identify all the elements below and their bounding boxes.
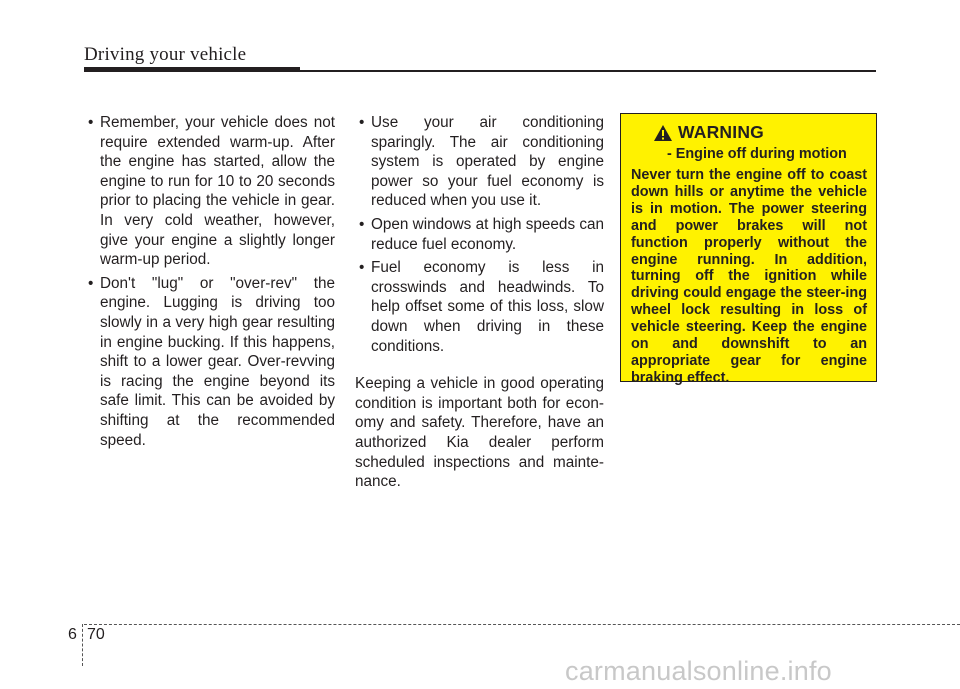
bullet-list-1: [84, 113, 335, 450]
list-item: [355, 113, 604, 211]
list-item-text: Don't "lug" or "over-rev" the engine. Lugging is driving too slowly in a very high gear resulting in engine bucking. If this happens, shift to a lower gear. Over-revving is racing the engine beyond its safe limit. This can be avoided by shifting at the recommended speed.: [100, 274, 335, 449]
footer-rule: [84, 624, 960, 625]
list-item: [355, 215, 604, 254]
list-item: [84, 274, 335, 450]
list-item-text: Open windows at high speeds can reduce fuel economy.: [371, 215, 605, 253]
bullet-icon: •: [359, 114, 365, 131]
list-item-text: Use your air conditioning sparingly. The air conditioning system is operated by engine power so your fuel economy is reduced when you use it.: [371, 114, 604, 210]
maintenance-paragraph: Keeping a vehicle in good operating condition is important both for econ-omy and safety. Therefore, have an authorized Kia dealer perform scheduled inspections and mainte-nance.: [355, 375, 604, 491]
list-item: [355, 258, 604, 356]
list-item: [84, 113, 335, 270]
page-header-title: Driving your vehicle: [84, 44, 247, 65]
warning-triangle-icon: [653, 124, 673, 142]
chapter-number: 6: [68, 626, 77, 643]
bullet-list-2: [355, 113, 604, 356]
watermark: carmanualsonline.info: [565, 656, 832, 686]
bullet-icon: •: [359, 215, 365, 233]
header-rule-thin: [300, 70, 876, 72]
bullet-icon: •: [88, 114, 94, 131]
list-item-text: Fuel economy is less in crosswinds and headwinds. To help offset some of this loss, slow down when driving in these conditions.: [371, 259, 604, 355]
warning-title: WARNING: [678, 122, 764, 142]
list-item-text: Remember, your vehicle does not require extended warm-up. After the engine has started, allow the engine to run for 10 to 20 seconds prior to placing the vehicle in gear. In very cold weather, however, give your engine a slightly longer warm-up period.: [100, 114, 335, 269]
bullet-icon: •: [359, 259, 365, 277]
bullet-icon: •: [88, 274, 94, 292]
column-2: [355, 113, 604, 492]
footer-divider: [82, 624, 83, 666]
warning-subtitle: - Engine off during motion: [667, 146, 847, 162]
warning-header: [653, 122, 867, 143]
warning-body: Never turn the engine off to coast down hills or anytime the vehicle is in motion. The power steering and power brakes will not function properly without the engine running. In addition, turning off the ignition while driving could engage the steer-ing wheel lock resulting in loss of vehicle steering. Keep the engine on and downshift to an appropriate gear for engine braking effect.: [631, 167, 867, 386]
column-1: [84, 113, 335, 454]
page-number: 70: [87, 626, 105, 643]
header-rule-thick: [84, 67, 300, 72]
warning-box: [620, 113, 877, 386]
